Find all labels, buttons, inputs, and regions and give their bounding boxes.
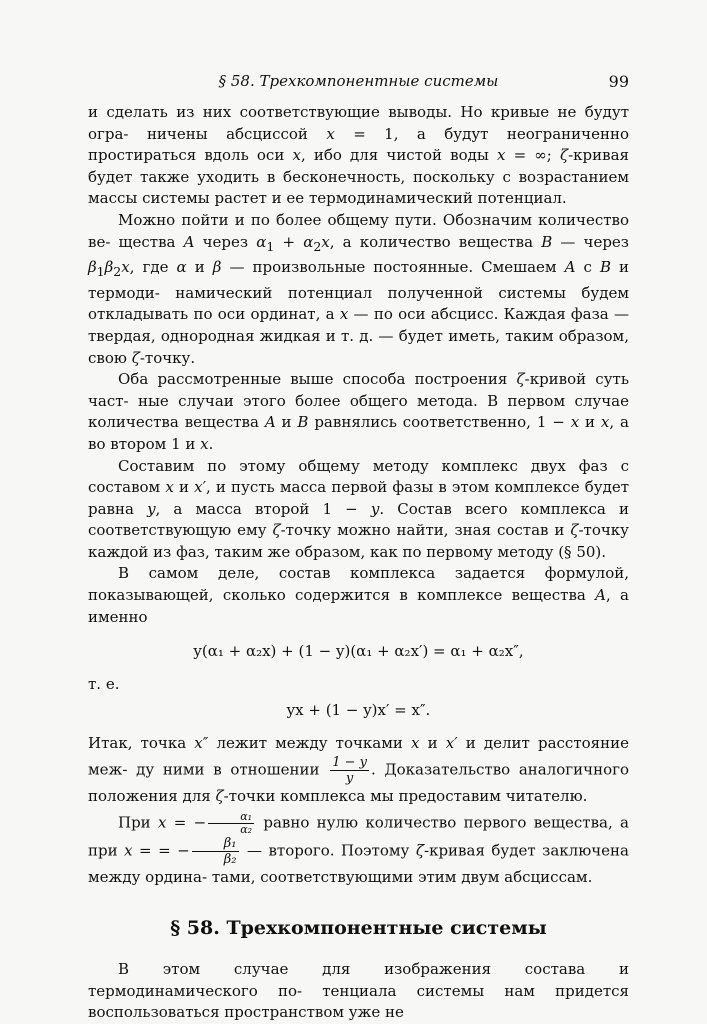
formula-composition: y(α₁ + α₂x) + (1 − y)(α₁ + α₂x′) = α₁ + α₂x″,	[193, 642, 524, 661]
section-heading: § 58. Трехкомпонентные системы	[170, 917, 547, 940]
running-head	[88, 72, 629, 98]
running-head-title: § 58. Трехкомпонентные системы	[218, 72, 499, 90]
ratio-fraction: $\frac{1 - y}{y}$	[332, 754, 367, 786]
formula-balance: yx + (1 − y)x′ = x″.	[286, 701, 431, 720]
section-paragraph-1: В этом случае для изображения состава и термодинамического по- тенциала системы нам придется воспользоваться пространством уже не	[88, 960, 629, 1022]
paragraph-7: При x = − $\frac{\text{α₁}}{\text{α₂}}$ равно нулю количество первого вещества, а при x = = − $\frac{\text{β₁}}{\text{β₂}}$ — второго. Поэтому ζ-кривая будет заключена между ордина- тами, соответствующими этим двум абсциссам.	[88, 810, 629, 887]
paragraph-3: Оба рассмотренные выше способа построения ζ-кривой суть част- ные случаи этого более общего метода. В первом случае количества вещества A и B равнялись соответственно, 1 − x и x, а во втором 1 и x.	[88, 370, 629, 453]
paragraph-4: Составим по этому общему методу комплекс двух фаз с составом x и x′, и пусть масса первой фазы в этом комплексе будет равна y, а масса второй 1 − y. Состав всего комплекса и соответствующую ему ζ-точку можно найти, зная состав и ζ-точку каждой из фаз, таким же образом, как по первому методу (§ 50).	[88, 456, 629, 561]
paragraph-5: В самом деле, состав комплекса задается формулой, показывающей, сколько содержится в комплексе вещества A, а именно	[88, 564, 629, 626]
paragraph-1: и сделать из них соответствующие выводы. Но кривые не будут огра- ничены абсциссой x = 1, а будут неограниченно простираться вдоль оси x, ибо для чистой воды x = ∞; ζ-кривая будет также уходить в бесконечность, поскольку с возрастанием массы системы растет и ее термодинамический потенциал.	[88, 103, 630, 208]
paragraph-2: Можно пойти и по более общему пути. Обозначим количество ве- щества A через $\alpha_1 + \alpha_2x$, а количество вещества B — через $\beta_1\beta_2x$, где α и β — произвольные постоянные. Смешаем A с B и термоди- намический потенциал полученной системы будем откладывать по оси ординат, а x — по оси абсцисс. Каждая фаза — твердая, однородная жидкая и т. д. — будет иметь, таким образом, свою ζ-точку.	[88, 210, 629, 367]
alpha-fraction: $\frac{\text{α₁}}{\text{α₂}}$	[208, 811, 254, 836]
te-label: т. е.	[88, 675, 120, 694]
page-number: 99	[608, 72, 629, 91]
page	[88, 72, 629, 1024]
paragraph-6: Итак, точка x″ лежит между точками x и x′ и делит расстояние меж- ду ними в отношении $\frac{1 - y}{y}$ . Доказательство аналогичного положения для ζ-точки комплекса мы предоставим читателю.	[88, 734, 629, 805]
beta-fraction: $\frac{\text{β₁}}{\text{β₂}}$	[192, 836, 239, 867]
